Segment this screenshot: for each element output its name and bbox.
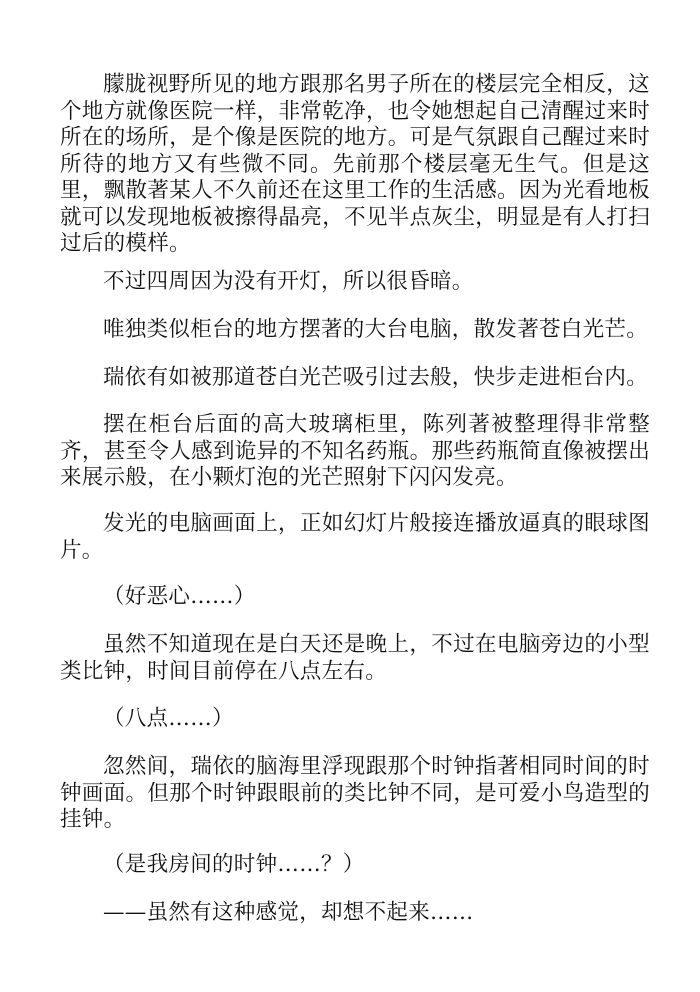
paragraph-6: 发光的电脑画面上，正如幻灯片般接连播放逼真的眼球图片。 [60,511,650,563]
paragraph-1: 朦胧视野所见的地方跟那名男子所在的楼层完全相反，这个地方就像医院一样，非常乾净，也令她想起自己清醒过来时所在的场所，是个像是医院的地方。可是气氛跟自己醒过来时所待的地方又有些微不同。先前那个楼层毫无生气。但是这里，飘散著某人不久前还在这里工作的生活感。因为光看地板就可以发现地板被擦得晶亮，不见半点灰尘，明显是有人打扫过后的模样。 [60,72,650,256]
thought-line-1: （好恶心……） [103,584,256,609]
paragraph-9: ——虽然有这种感觉，却想不起来…… [103,900,474,925]
paragraph-3: 唯独类似柜台的地方摆著的大台电脑，散发著苍白光芒。 [103,317,649,342]
paragraph-2: 不过四周因为没有开灯，所以很昏暗。 [103,269,474,294]
paragraph-8: 忽然间，瑞依的脑海里浮现跟那个时钟指著相同时间的时钟画面。但那个时钟跟眼前的类比钟不同，是可爱小鸟造型的挂钟。 [60,754,650,832]
paragraph-4: 瑞依有如被那道苍白光芒吸引过去般，快步走进柜台内。 [103,365,649,390]
thought-line-3: （是我房间的时钟……？） [103,852,365,877]
paragraph-7: 虽然不知道现在是白天还是晚上，不过在电脑旁边的小型类比钟，时间目前停在八点左右。 [60,632,650,684]
paragraph-5: 摆在柜台后面的高大玻璃柜里，陈列著被整理得非常整齐，甚至令人感到诡异的不知名药瓶。那些药瓶简直像被摆出来展示般，在小颗灯泡的光芒照射下闪闪发亮。 [60,412,650,490]
thought-line-2: （八点……） [103,706,234,731]
